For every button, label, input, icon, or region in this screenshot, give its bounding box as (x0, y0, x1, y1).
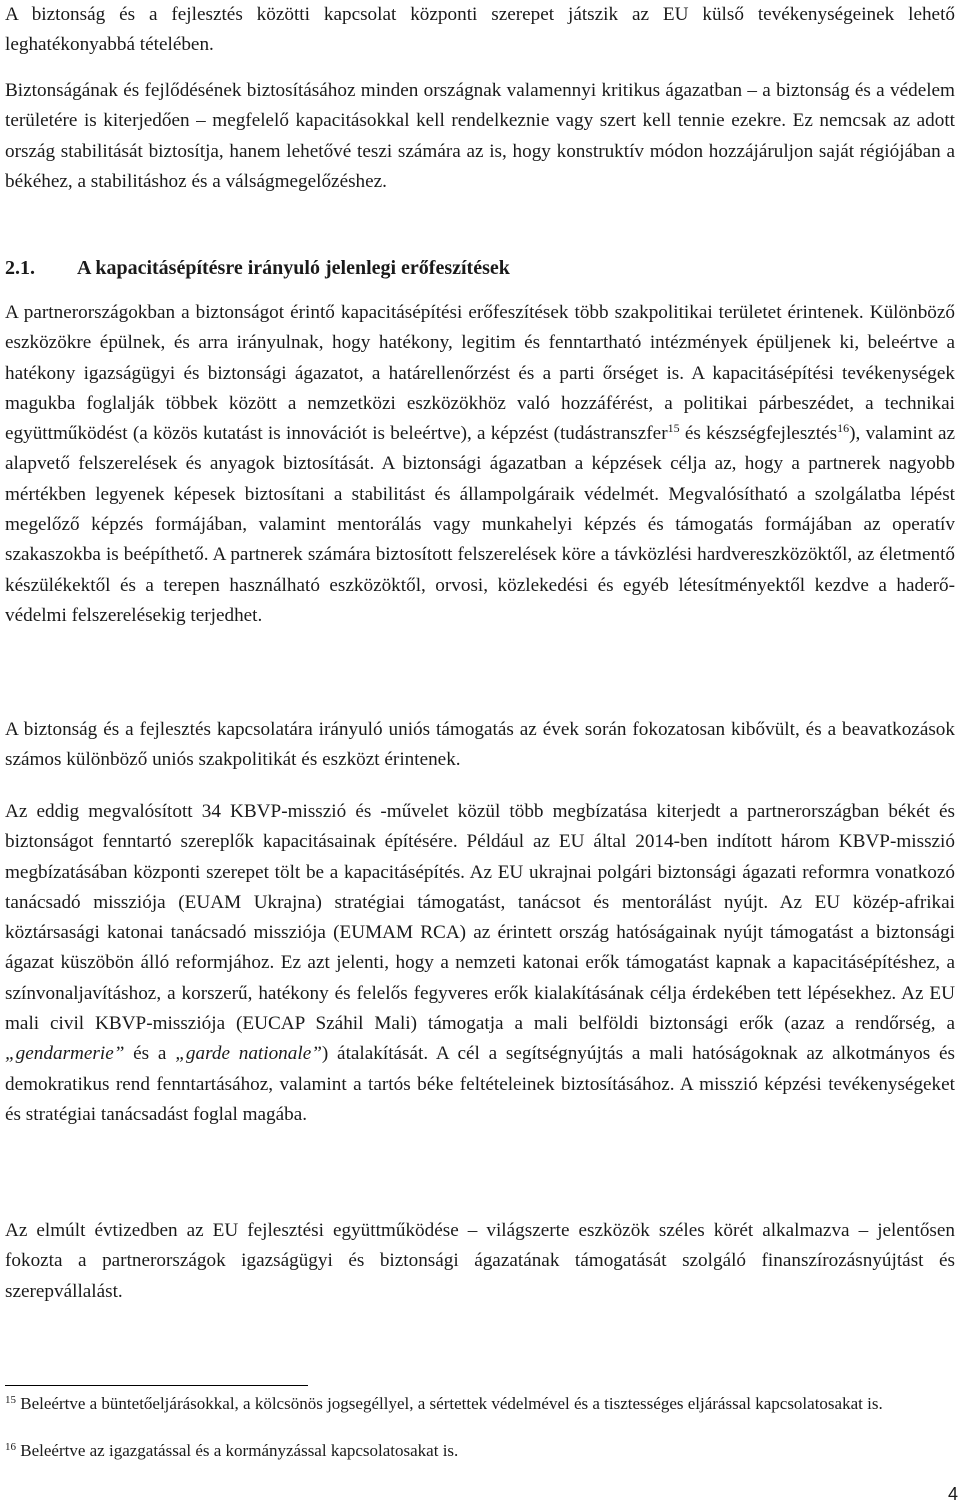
paragraph-csdp-part-c: ) átalakítását. A cél a segítségnyújtás a mali hatóságoknak az alkotmányos és demokratikus rend fenntartásához, valamint a tartós béke feltételeinek biztosításához. A misszió képzési tevékenységeket és stratégiai tanácsadást foglal magába. (5, 1043, 955, 1125)
paragraph-current-efforts-part-c: ), valamint az alapvető felszerelések és anyagok biztosítását. A biztonsági ágazatban a képzések célja az, hogy a partnerek nagyobb mértékben legyenek képesek biztosítani a stabilitást és állampolgáraik védelmét. Megvalósítható a szolgálatba lépést megelőző képzés formájában, valamint mentorálás vagy munkahelyi képzés és támogatás formájában az operatív szakaszokba is beépíthető. A partnerek számára biztosított felszerelések köre a távközlési hardvereszközöktől, az életmentő készülékektől és a terepen használható eszközöktől, orvosi, közlekedési és egyéb létesítményektől kezdve a haderő-védelmi felszerelésekig terjedhet. (5, 423, 955, 626)
footnote-ref-16: 16 (837, 421, 850, 436)
footnote-15 (5, 1394, 955, 1414)
paragraph-csdp-missions (5, 797, 955, 1130)
paragraph-csdp-part-a: Az eddig megvalósított 34 KBVP-misszió és -művelet közül több megbízatása kiterjedt a partnerországban békét és biztonságot fenntartó szereplők kapacitásainak építésére. Például az EU által 2014-ben indított három KBVP-misszió megbízatásában központi szerepet tölt be a kapacitásépítés. Az EU ukrajnai polgári biztonsági ágazati reformra vonatkozó tanácsadó missziója (EUAM Ukrajna) stratégiai támogatást, tanácsot és mentorálást nyújt. Az EU közép-afrikai köztársasági katonai tanácsadó missziója (EUMAM RCA) az érintett ország hatóságainak nyújt támogatást a biztonsági ágazat küszöbön álló reformjához. Ez azt jelenti, hogy a nemzeti katonai erők támogatást kapnak a kapacitásépítéshez, a színvonaljavításhoz, a korszerű, hatékony és felelős fegyveres erők kialakításának célja érdekében tett lépésekhez. Az EU mali civil KBVP-missziója (EUCAP Száhil Mali) támogatja a mali belföldi biztonsági erők (azaz a rendőrség, a (5, 801, 955, 1035)
paragraph-development-cooperation: Az elmúlt évtizedben az EU fejlesztési együttműködése – világszerte eszközök széles körét alkalmazva – jelentősen fokozta a partnerországok igazságügyi és biztonsági ágazatának támogatását szolgáló finanszírozásnyújtást és szerepvállalást. (5, 1220, 955, 1302)
paragraph-capacities: Biztonságának és fejlődésének biztosításához minden országnak valamennyi kritikus ágazatban – a biztonság és a védelem területére is kiterjedően – megfelelő kapacitásokkal kell rendelkeznie vagy szert kell tennie ezekre. Ez nemcsak az adott ország stabilitását biztosítja, hanem lehetővé teszi számára az is, hogy konstruktív módon hozzájáruljon saját régiójában a békéhez, a stabilitáshoz és a válságmegelőzéshez. (5, 80, 955, 192)
paragraph-intro: A biztonság és a fejlesztés közötti kapcsolat központi szerepet játszik az EU külső tevékenységeinek lehető leghatékonyabbá tételében. (5, 4, 955, 56)
term-garde-nationale: „garde nationale” (175, 1043, 322, 1065)
paragraph-csdp-part-b: és a (124, 1043, 176, 1065)
section-title: A kapacitásépítésre irányuló jelenlegi erőfeszítések (77, 257, 510, 279)
footnote-text: Beleértve a büntetőeljárásokkal, a kölcsönös jogsegéllyel, a sértettek védelmével és a tisztességes eljárással kapcsolatosakat is. (16, 1394, 883, 1413)
footnote-ref-15: 15 (667, 421, 680, 436)
term-gendarmerie: „gendarmerie” (5, 1043, 125, 1065)
footnote-number: 15 (5, 1394, 16, 1406)
paragraph-current-efforts-part-b: és készségfejlesztés (679, 423, 838, 445)
section-number: 2.1. (5, 257, 35, 279)
footnote-separator (5, 1385, 308, 1386)
footnote-16 (5, 1441, 955, 1461)
paragraph-eu-support: A biztonság és a fejlesztés kapcsolatára irányuló uniós támogatás az évek során fokozatosan kibővült, és a beavatkozások számos különböző uniós szakpolitikát és eszközt érintenek. (5, 719, 955, 771)
section-heading (5, 253, 510, 283)
paragraph-current-efforts (5, 298, 955, 631)
page-number: 4 (947, 1484, 958, 1504)
paragraph-current-efforts-part-a: A partnerországokban a biztonságot érintő kapacitásépítési erőfeszítések több szakpolitikai területet érintenek. Különböző eszközökre épülnek, és arra irányulnak, hogy hatékony, legitim és fenntartható intézmények épüljenek ki, beleértve a hatékony igazságügyi és biztonsági ágazatot, a határellenőrzést és a parti őrséget is. A kapacitásépítési tevékenységek magukba foglalják többek között a nemzetközi eszközökhöz való hozzáférést, a politikai párbeszédet, a technikai együttműködést (a közös kutatást is innovációt is beleértve), a képzést (tudástranszfer (5, 302, 955, 445)
footnote-text: Beleértve az igazgatással és a kormányzással kapcsolatosakat is. (16, 1441, 459, 1460)
footnote-number: 16 (5, 1441, 16, 1453)
